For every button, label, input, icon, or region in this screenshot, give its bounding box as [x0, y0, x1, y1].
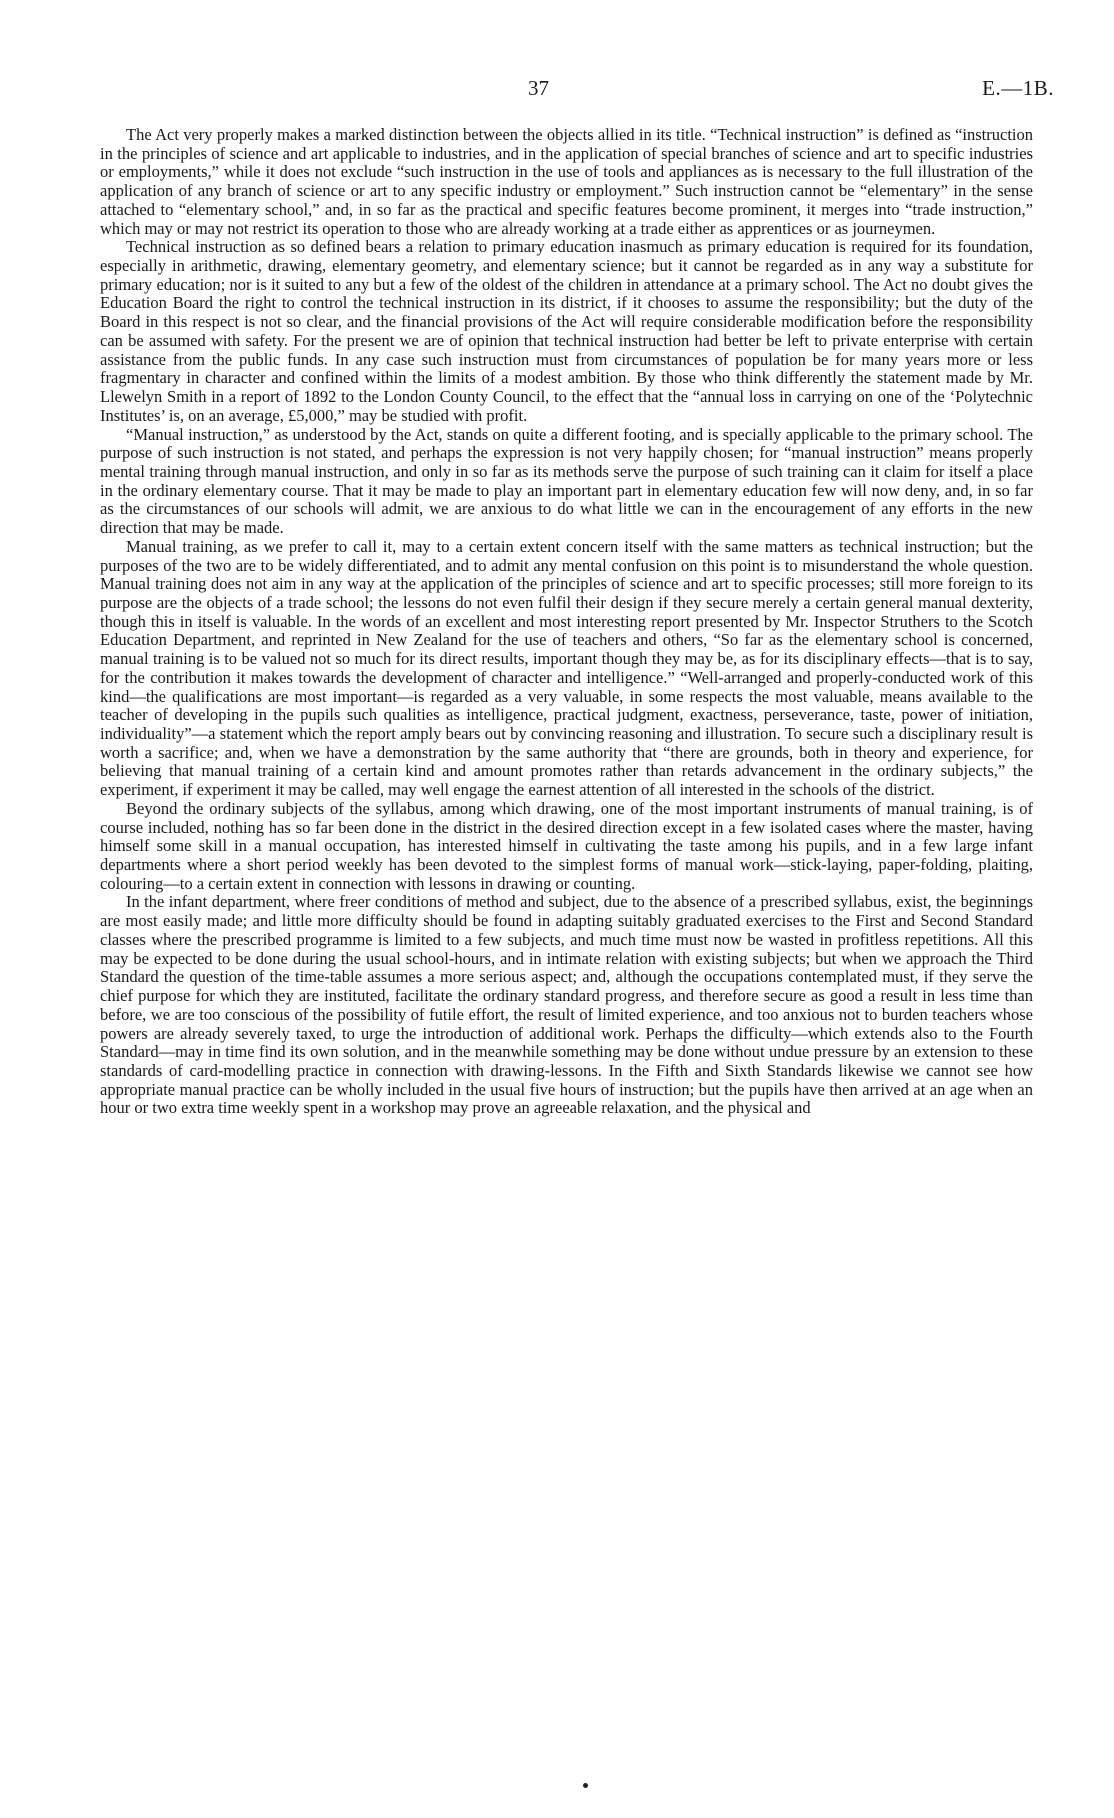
paragraph-technical-instruction: Technical instruction as so defined bears a relation to primary education inasmuch as primary education is required for its foundation, especially in arithmetic, drawing, elementary geometry, and elementary science; but it cannot be regarded as in any way a substitute for primary education; nor is it suited to any but a few of the oldest of the children in attendance at a primary school. The Act no doubt gives the Education Board the right to control the technical instruction in its district, if it chooses to assume the responsibility; but the duty of the Board in this respect is not so clear, and the financial provisions of the Act will require considerable modification before the responsibility can be assumed with safety. For the present we are of opinion that technical instruction had better be left to private enterprise with certain assistance from the public funds. In any case such instruction must from circumstances of population be for many years more or less fragmentary in character and confined within the limits of a modest ambition. By those who think differently the statement made by Mr. Llewelyn Smith in a report of 1892 to the London County Council, to the effect that the “annual loss in carrying on one of the ‘Polytechnic Institutes’ is, on an average, £5,000,” may be studied with profit. — [100, 237, 1033, 425]
paragraph-manual-instruction: “Manual instruction,” as understood by the Act, stands on quite a different footing, and is specially applicable to the primary school. The purpose of such instruction is not stated, and perhaps the expression is not very happily chosen; for “manual instruction” means properly mental training through manual instruction, and only in so far as its methods serve the purpose of such training can it claim for itself a place in the ordinary elementary course. That it may be made to play an important part in elementary education few will now deny, and, in so far as the circumstances of our schools will admit, we are anxious to do what little we can in the encouragement of any efforts in the new direction that may be made. — [100, 424, 1033, 538]
body-text — [100, 126, 1033, 1118]
paragraph-act-distinction: The Act very properly makes a marked distinction between the objects allied in its title. “Technical instruction” is defined as “instruction in the principles of science and art applicable to industries, and in the application of special branches of science and art to specific industries or employments,” while it does not exclude “such instruction in the use of tools and appliances as is necessary to the full illustration of the application of any branch of science or art to any specific industry or employment.” Such instruction cannot be “elementary” in the sense attached to “elementary school,” and, in so far as the practical and specific features become prominent, it merges into “trade instruction,” which may or may not restrict its operation to those who are already working at a trade either as apprentices or as journeymen. — [100, 125, 1033, 238]
page-number: 37 — [528, 76, 549, 100]
footer-dot — [583, 1783, 588, 1788]
document-reference: E.—1B. — [982, 76, 1054, 100]
paragraph-infant-department: In the infant department, where freer conditions of method and subject, due to the absence of a prescribed syllabus, exist, the beginnings are most easily made; and little more difficulty should be found in adapting suitably graduated exercises to the First and Second Standard classes where the prescribed programme is limited to a few subjects, and much time must now be wasted in profitless repetitions. All this may be expected to be done during the usual school-hours, and in intimate relation with existing subjects; but when we approach the Third Standard the question of the time-table assumes a more serious aspect; and, although the occupations contemplated must, if they serve the chief purpose for which they are instituted, facilitate the ordinary standard progress, and therefore secure as good a result in less time than before, we are too conscious of the possibility of futile effort, the result of limited experience, and too anxious not to burden teachers whose powers are already severely taxed, to urge the introduction of additional work. Perhaps the difficulty—which extends also to the Fourth Standard—may in time find its own solution, and in the meanwhile something may be done without undue pressure by an extension to these standards of card-modelling practice in connection with drawing-lessons. In the Fifth and Sixth Standards likewise we cannot see how appropriate manual practice can be wholly included in the usual five hours of instruction; but the pupils have then arrived at an age when an hour or two extra time weekly spent in a workshop may prove an agreeable relaxation, and the physical and — [100, 892, 1033, 1118]
page-header — [0, 76, 1114, 106]
paragraph-manual-training: Manual training, as we prefer to call it, may to a certain extent concern itself with the same matters as technical instruction; but the purposes of the two are to be widely differentiated, and to admit any mental confusion on this point is to misunderstand the whole question. Manual training does not aim in any way at the application of the principles of science and art to specific processes; still more foreign to its purpose are the objects of a trade school; the lessons do not even fulfil their design if they secure merely a certain general manual dexterity, though this in itself is valuable. In the words of an excellent and most interesting report presented by Mr. Inspector Struthers to the Scotch Education Department, and reprinted in New Zealand for the use of teachers and others, “So far as the elementary school is concerned, manual training is to be valued not so much for its direct results, important though they may be, as for its disciplinary effects—that is to say, for the contribution it makes towards the development of character and intelligence.” “Well-arranged and properly-conducted work of this kind—the qualifications are most important—is regarded as a very valuable, in some respects the most valuable, means available to the teacher of developing in the pupils such qualities as intelligence, practical judgment, exactness, perseverance, taste, power of initiation, individuality”—a statement which the report amply bears out by convincing reasoning and illustration. To secure such a disciplinary result is worth a sacrifice; and, when we have a demonstration by the same authority that “there are grounds, both in theory and experience, for believing that manual training of a certain kind and amount promotes rather than retards advancement in the ordinary subjects,” the experiment, if experiment it may be called, may well engage the earnest attention of all interested in the schools of the district. — [100, 536, 1033, 800]
paragraph-syllabus: Beyond the ordinary subjects of the syllabus, among which drawing, one of the most important instruments of manual training, is of course included, nothing has so far been done in the district in the desired direction except in a few isolated cases where the master, having himself some skill in a manual occupation, has interested himself in cultivating the taste among his pupils, and in a few large infant departments where a short period weekly has been devoted to the simplest forms of manual work—stick-laying, paper-folding, plaiting, colouring—to a certain extent in connection with lessons in drawing or counting. — [100, 798, 1033, 893]
